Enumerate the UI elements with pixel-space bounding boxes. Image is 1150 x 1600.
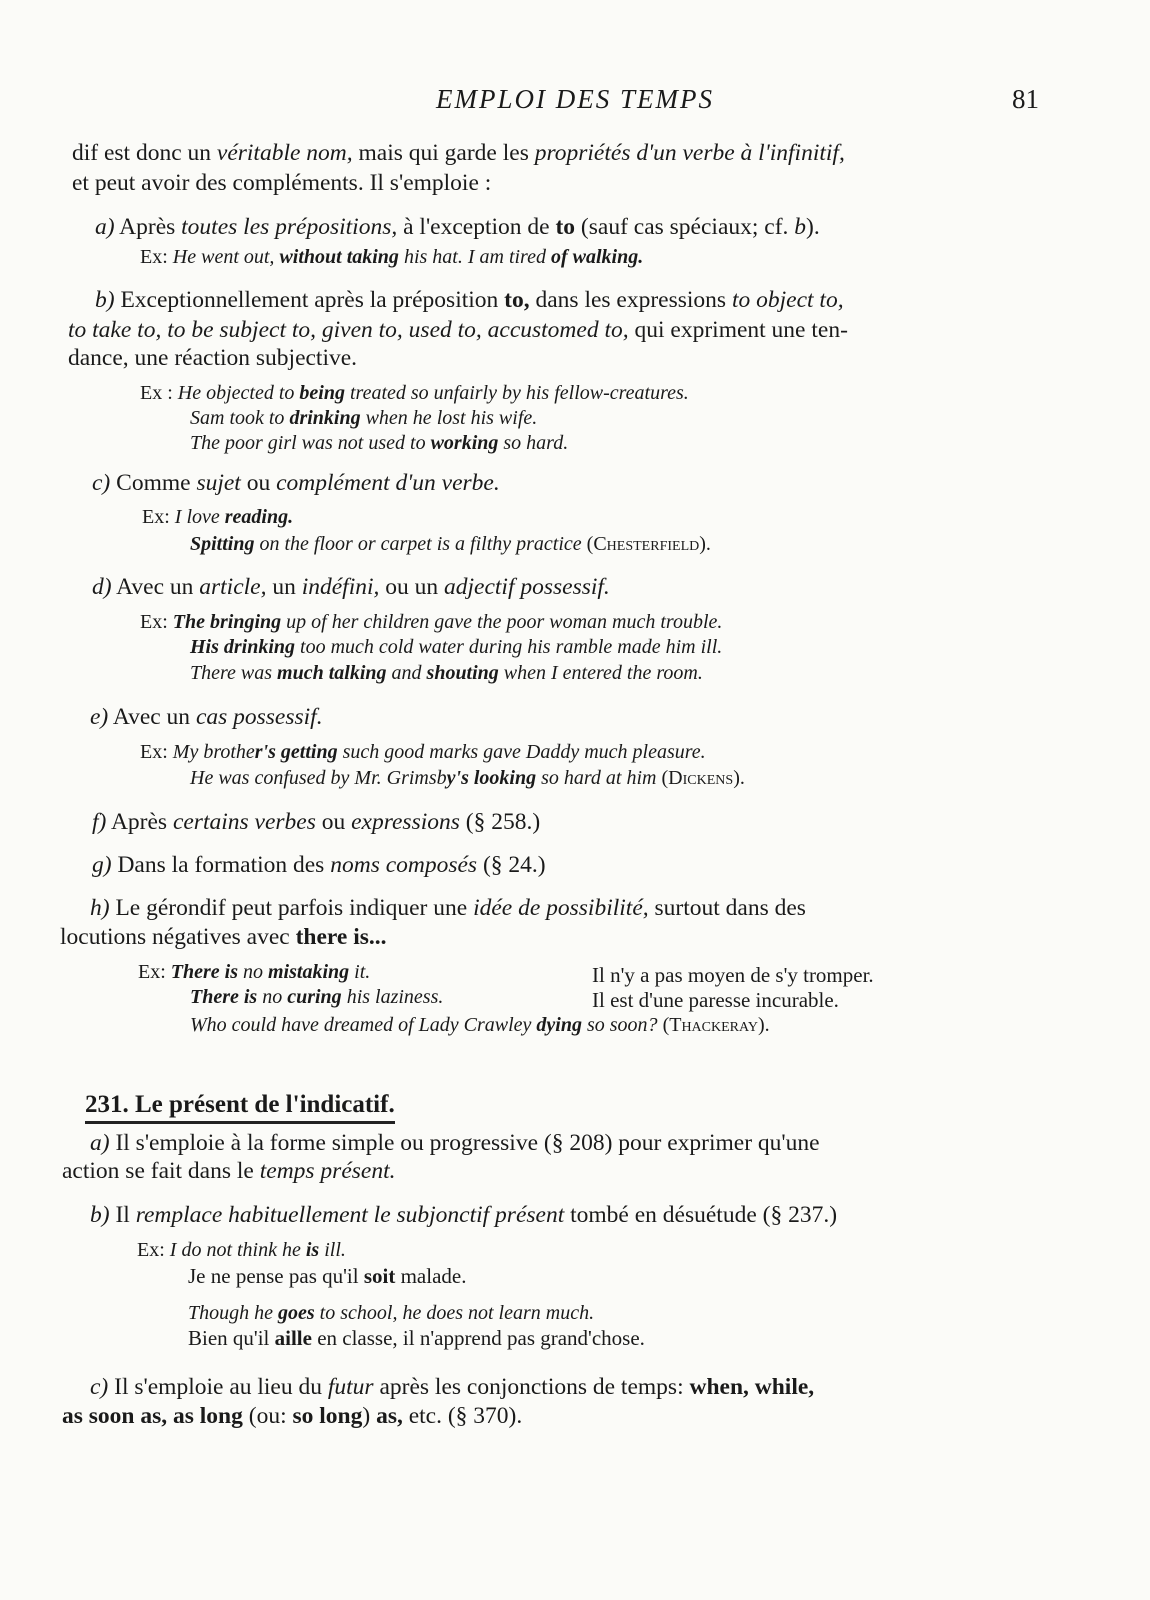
item-e-example-1: Ex: My brother's getting such good marks gave Daddy much pleasure.	[140, 741, 706, 763]
item-h-line-2: locutions négatives avec there is...	[60, 924, 387, 950]
section-item-b-translation-1: Je ne pense pas qu'il soit malade.	[188, 1264, 467, 1288]
item-h-translation-2: Il est d'une paresse incurable.	[592, 988, 839, 1012]
running-header: EMPLOI DES TEMPS	[436, 84, 714, 114]
section-item-c: c) Il s'emploie au lieu du futur après les conjonctions de temps: when, while,	[90, 1374, 815, 1400]
section-item-c-line-2: as soon as, as long (ou: so long) as, etc. (§ 370).	[62, 1403, 523, 1429]
section-item-b-example-1: Ex: I do not think he is ill.	[137, 1239, 346, 1261]
item-f: f) Après certains verbes ou expressions (§ 258.)	[92, 809, 541, 835]
section-item-b-translation-2: Bien qu'il aille en classe, il n'apprend pas grand'chose.	[188, 1326, 645, 1350]
section-item-a-line-2: action se fait dans le temps présent.	[62, 1158, 396, 1184]
item-c: c) Comme sujet ou complément d'un verbe.	[92, 470, 500, 496]
item-b-line-3: dance, une réaction subjective.	[68, 345, 358, 371]
item-e: e) Avec un cas possessif.	[90, 704, 323, 730]
item-d: d) Avec un article, un indéfini, ou un adjectif possessif.	[92, 574, 610, 600]
item-a-example: Ex: He went out, without taking his hat. I am tired of walking.	[140, 246, 644, 268]
item-g: g) Dans la formation des noms composés (§ 24.)	[92, 852, 546, 878]
item-b-example-2: Sam took to drinking when he lost his wife.	[190, 407, 538, 429]
item-h-example-3: Who could have dreamed of Lady Crawley dying so soon? (Thackeray).	[190, 1014, 770, 1036]
item-c-example-2: Spitting on the floor or carpet is a filthy practice (Chesterfield).	[190, 533, 711, 555]
item-a: a) Après toutes les prépositions, à l'exception de to (sauf cas spéciaux; cf. b).	[95, 214, 820, 240]
item-b: b) Exceptionnellement après la préposition to, dans les expressions to object to,	[95, 287, 844, 313]
item-h-example-1: Ex: There is no mistaking it.	[138, 961, 371, 983]
item-d-example-1: Ex: The bringing up of her children gave the poor woman much trouble.	[140, 611, 723, 633]
item-e-example-2: He was confused by Mr. Grimsby's looking so hard at him (Dickens).	[190, 767, 745, 789]
item-b-line-2: to take to, to be subject to, given to, used to, accustomed to, qui expriment une ten-	[68, 317, 848, 343]
section-item-a: a) Il s'emploie à la forme simple ou progressive (§ 208) pour exprimer qu'une	[90, 1130, 820, 1156]
intro-line-1: dif est donc un véritable nom, mais qui garde les propriétés d'un verbe à l'infinitif,	[72, 140, 845, 166]
section-item-b: b) Il remplace habituellement le subjonctif présent tombé en désuétude (§ 237.)	[90, 1202, 838, 1228]
page-number: 81	[1012, 84, 1039, 114]
intro-line-2: et peut avoir des compléments. Il s'emploie :	[72, 170, 492, 196]
item-h-translation-1: Il n'y a pas moyen de s'y tromper.	[592, 963, 874, 987]
item-d-example-3: There was much talking and shouting when I entered the room.	[190, 662, 703, 684]
item-d-example-2: His drinking too much cold water during his ramble made him ill.	[190, 636, 723, 658]
item-c-example-1: Ex: I love reading.	[142, 506, 294, 528]
item-b-example-1: Ex : He objected to being treated so unfairly by his fellow-creatures.	[140, 382, 689, 404]
section-heading: 231. Le présent de l'indicatif.	[85, 1091, 395, 1124]
section-item-b-example-2: Though he goes to school, he does not learn much.	[188, 1302, 595, 1324]
item-b-example-3: The poor girl was not used to working so hard.	[190, 432, 569, 454]
item-h: h) Le gérondif peut parfois indiquer une idée de possibilité, surtout dans des	[90, 895, 806, 921]
item-h-example-2: There is no curing his laziness.	[190, 986, 444, 1008]
